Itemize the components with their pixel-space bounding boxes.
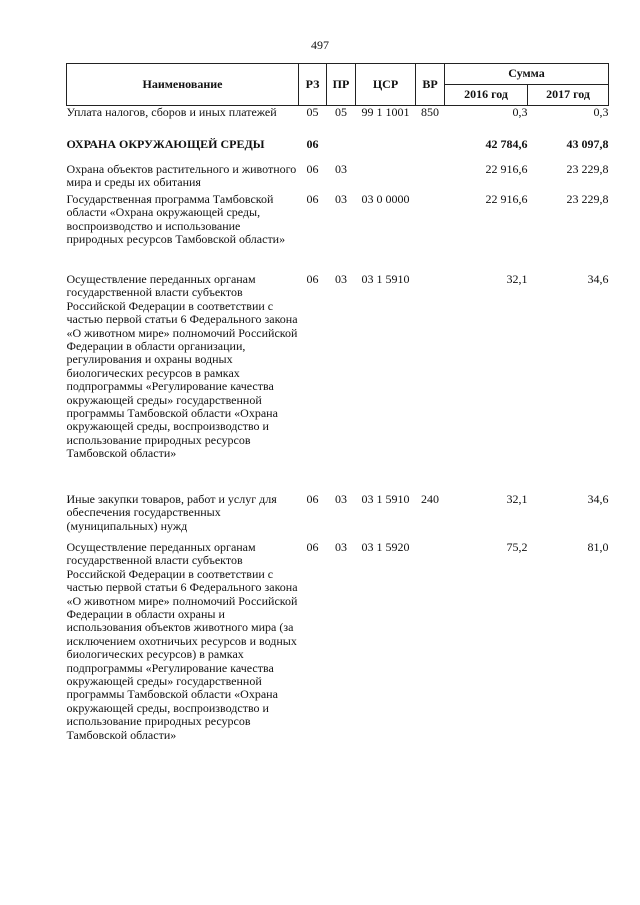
- row-rz: 06: [306, 162, 319, 176]
- row-pr: [327, 135, 356, 163]
- header-year-2017: 2017 год: [528, 85, 609, 106]
- row-pr: 05: [335, 105, 347, 119]
- table-row: [67, 135, 609, 163]
- row-pr: 03: [335, 272, 347, 286]
- row-vr: [416, 163, 445, 193]
- row-name: Уплата налогов, сборов и иных платежей: [66, 105, 277, 119]
- row-vr: [416, 135, 445, 163]
- budget-table: [66, 63, 609, 811]
- row-vr: [416, 541, 445, 811]
- row-sum-2017: 43 097,8: [566, 137, 609, 151]
- row-name: Осуществление переданных органам государственной власти субъектов Российской Федерации в соответствии с частью первой статьи 6 Федерального закона «О животном мире» полномочий Российской Федерации в области организации, регулирования и охраны водных биологических ресурсов в рамках подпрограммы «Регулирование качества окружающей среды» государственной программы Тамбовской области «Охрана окружающей среды, воспроизводство и использование природных ресурсов Тамбовской области»: [66, 272, 298, 461]
- row-csr: [356, 135, 416, 163]
- row-name: Охрана объектов растительного и животного мира и среды их обитания: [66, 162, 297, 190]
- row-sum-2016: 32,1: [506, 492, 528, 506]
- row-csr: 03 0 0000: [361, 192, 410, 206]
- row-vr: [416, 193, 445, 273]
- table-row: [67, 493, 609, 541]
- row-pr: 03: [335, 492, 347, 506]
- row-name: ОХРАНА ОКРУЖАЮЩЕЙ СРЕДЫ: [66, 137, 265, 151]
- table-row: [67, 273, 609, 493]
- row-sum-2017: 23 229,8: [566, 162, 609, 176]
- header-sum: Сумма: [445, 64, 609, 85]
- row-sum-2017: 34,6: [587, 492, 609, 506]
- row-pr: 03: [335, 540, 347, 554]
- row-csr: [356, 163, 416, 193]
- row-sum-2016: 32,1: [506, 272, 528, 286]
- row-csr: 03 1 5920: [361, 540, 410, 554]
- row-csr: 99 1 1001: [361, 105, 410, 119]
- row-sum-2016: 75,2: [506, 540, 528, 554]
- row-rz: 06: [306, 192, 319, 206]
- row-vr: 850: [421, 105, 439, 119]
- row-pr: 03: [335, 162, 347, 176]
- row-vr: 240: [421, 492, 439, 506]
- row-rz: 06: [306, 137, 319, 151]
- row-sum-2016: 22 916,6: [485, 192, 528, 206]
- row-csr: 03 1 5910: [361, 272, 410, 286]
- table-row: [67, 163, 609, 193]
- row-sum-2016: 0,3: [512, 105, 528, 119]
- page-number: 497: [311, 38, 329, 52]
- row-sum-2017: 0,3: [593, 105, 609, 119]
- table-row: [67, 541, 609, 811]
- row-csr: 03 1 5910: [361, 492, 410, 506]
- row-sum-2017: 34,6: [587, 272, 609, 286]
- row-pr: 03: [335, 192, 347, 206]
- row-sum-2016: 22 916,6: [485, 162, 528, 176]
- row-rz: 05: [306, 105, 319, 119]
- header-year-2016: 2016 год: [445, 85, 528, 106]
- row-name: Осуществление переданных органам государственной власти субъектов Российской Федерации в соответствии с частью первой статьи 6 Федерального закона «О животном мире» полномочий Российской Федерации в области охраны и использования объектов животного мира (за исключением охотничьих ресурсов и водных биологических ресурсов) в рамках подпрограммы «Регулирование качества окружающей среды» государственной программы Тамбовской области «Охрана окружающей среды, воспроизводство и использование природных ресурсов Тамбовской области»: [66, 540, 298, 742]
- row-name: Иные закупки товаров, работ и услуг для обеспечения государственных (муниципальных) нужд: [66, 492, 277, 533]
- table-row: [67, 106, 609, 136]
- header-rz: РЗ: [299, 64, 327, 106]
- header-csr: ЦСР: [356, 64, 416, 106]
- row-sum-2017: 81,0: [587, 540, 609, 554]
- header-pr: ПР: [327, 64, 356, 106]
- row-sum-2017: 23 229,8: [566, 192, 609, 206]
- row-name: Государственная программа Тамбовской области «Охрана окружающей среды, воспроизводство и использование природных ресурсов Тамбовской области»: [66, 192, 286, 247]
- header-vr: ВР: [416, 64, 445, 106]
- row-sum-2016: 42 784,6: [485, 137, 528, 151]
- table-row: [67, 193, 609, 273]
- row-vr: [416, 273, 445, 493]
- row-rz: 06: [306, 272, 319, 286]
- row-rz: 06: [306, 492, 319, 506]
- table-header: [67, 64, 609, 106]
- row-rz: 06: [306, 540, 319, 554]
- header-name: Наименование: [67, 64, 299, 106]
